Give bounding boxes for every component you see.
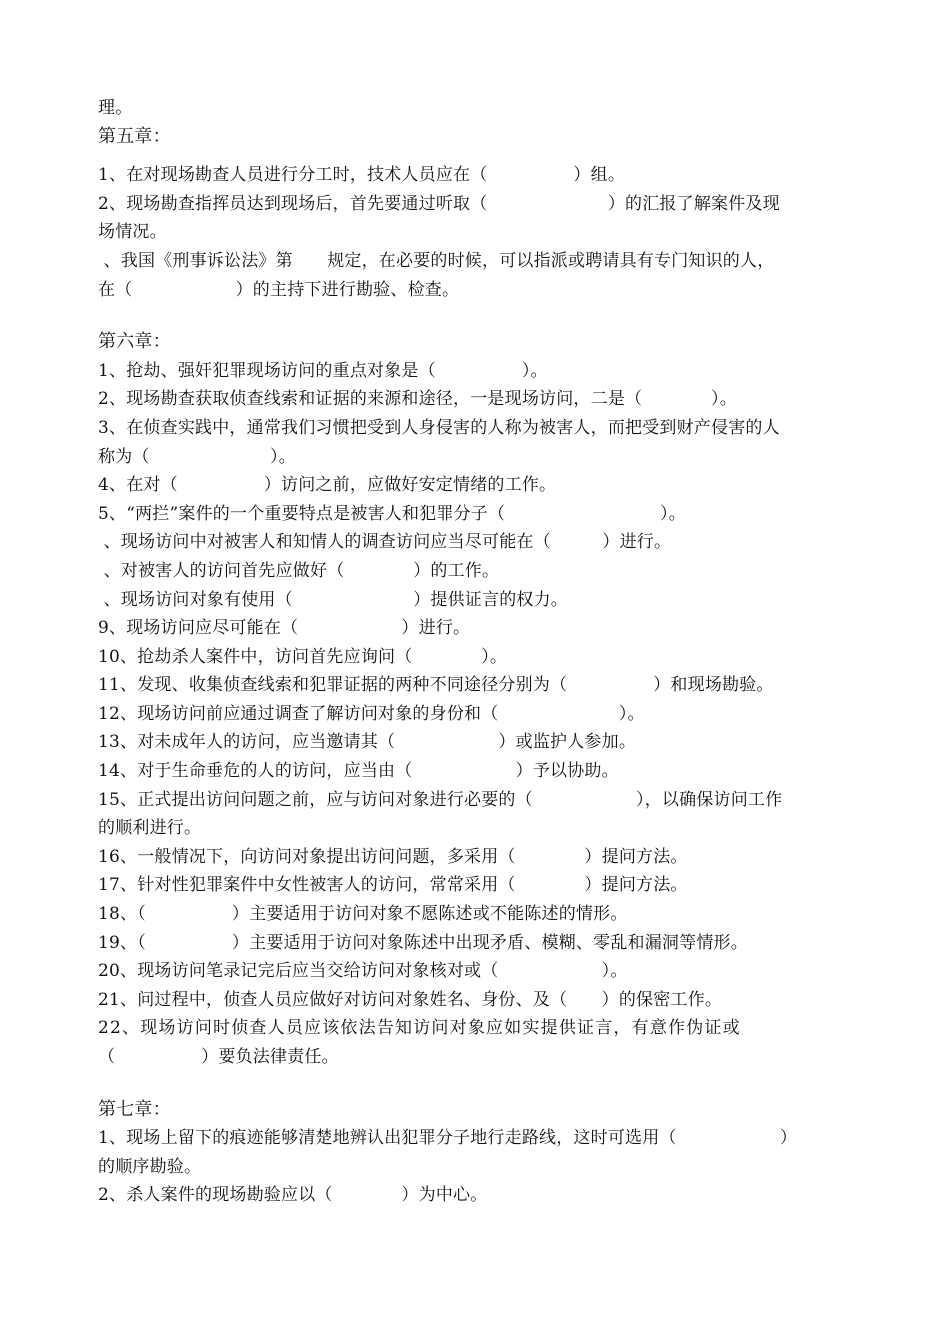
ch7-question-1-cont: 的顺序勘验。 xyxy=(98,1156,202,1177)
ch6-question-19: 19、（ ）主要适用于访问对象陈述中出现矛盾、模糊、零乱和漏洞等情形。 xyxy=(98,932,748,953)
ch6-question-20: 20、现场访问笔录记完后应当交给访问对象核对或（ ）。 xyxy=(98,961,628,982)
ch6-question-11: 11、发现、收集侦查线索和犯罪证据的两种不同途径分别为（ ）和现场勘验。 xyxy=(98,675,774,696)
ch6-question-15: 15、正式提出访问问题之前，应与访问对象进行必要的（ ），以确保访问工作 xyxy=(98,789,783,810)
ch6-question-5: 5、“两拦”案件的一个重要特点是被害人和犯罪分子（ ）。 xyxy=(98,503,686,524)
ch6-question-1: 1、抢劫、强奸犯罪现场访问的重点对象是（ ）。 xyxy=(98,360,548,381)
ch6-question-10: 10、抢劫杀人案件中，访问首先应询问（ ）。 xyxy=(98,646,508,667)
ch6-question-7: 、对被害人的访问首先应做好（ ）的工作。 xyxy=(98,560,500,581)
ch6-question-2: 2、现场勘查获取侦查线索和证据的来源和途径，一是现场访问，二是（ ）。 xyxy=(98,389,737,410)
ch6-question-14: 14、对于生命垂危的人的访问，应当由（ ）予以协助。 xyxy=(98,761,619,782)
ch7-question-1: 1、现场上留下的痕迹能够清楚地辨认出犯罪分子地行走路线，这时可选用（ ） xyxy=(98,1128,798,1149)
ch6-question-16: 16、一般情况下，向访问对象提出访问问题，多采用（ ）提问方法。 xyxy=(98,846,688,867)
chapter-7-heading: 第七章： xyxy=(98,1098,171,1120)
ch6-question-21: 21、问过程中，侦查人员应做好对访问对象姓名、身份、及（ ）的保密工作。 xyxy=(98,989,723,1010)
ch5-question-2-cont: 场情况。 xyxy=(98,222,167,243)
ch7-question-2: 2、杀人案件的现场勘验应以（ ）为中心。 xyxy=(98,1185,488,1206)
ch6-question-18: 18、（ ）主要适用于访问对象不愿陈述或不能陈述的情形。 xyxy=(98,904,628,925)
ch6-question-13: 13、对未成年人的访问，应当邀请其（ ）或监护人参加。 xyxy=(98,732,637,753)
ch6-question-4: 4、在对（ ）访问之前，应做好安定情绪的工作。 xyxy=(98,475,557,496)
ch5-question-3-cont: 在（ ）的主持下进行勘验、检查。 xyxy=(98,279,460,300)
ch6-question-8: 、现场访问对象有使用（ ）提供证言的权力。 xyxy=(98,589,569,610)
ch6-question-12: 12、现场访问前应通过调查了解访问对象的身份和（ ）。 xyxy=(98,703,645,724)
chapter-5-heading: 第五章： xyxy=(98,125,171,147)
ch6-question-22: 22、现场访问时侦查人员应该依法告知访问对象应如实提供证言，有意作伪证或 xyxy=(98,1018,741,1039)
ch6-question-17: 17、针对性犯罪案件中女性被害人的访问，常常采用（ ）提问方法。 xyxy=(98,875,688,896)
document-page xyxy=(98,94,858,1210)
ch6-question-9: 9、现场访问应尽可能在（ ）进行。 xyxy=(98,618,471,639)
text-line: 理。 xyxy=(98,98,133,118)
ch6-question-6: 、现场访问中对被害人和知情人的调查访问应当尽可能在（ ）进行。 xyxy=(98,532,672,553)
ch6-question-3: 3、在侦查实践中，通常我们习惯把受到人身侵害的人称为被害人，而把受到财产侵害的人 xyxy=(98,417,780,438)
ch5-question-2: 2、现场勘查指挥员达到现场后，首先要通过听取（ ）的汇报了解案件及现 xyxy=(98,193,780,214)
ch6-question-3-cont: 称为（ ）。 xyxy=(98,446,296,467)
ch5-question-1: 1、在对现场勘查人员进行分工时，技术人员应在（ ）组。 xyxy=(98,165,626,186)
chapter-6-heading: 第六章： xyxy=(98,331,171,353)
ch6-question-15-cont: 的顺利进行。 xyxy=(98,818,202,839)
ch6-question-22-cont: （ ）要负法律责任。 xyxy=(98,1047,339,1067)
ch5-question-3: 、我国《刑事诉讼法》第 规定，在必要的时候，可以指派或聘请具有专门知识的人， xyxy=(98,250,775,271)
